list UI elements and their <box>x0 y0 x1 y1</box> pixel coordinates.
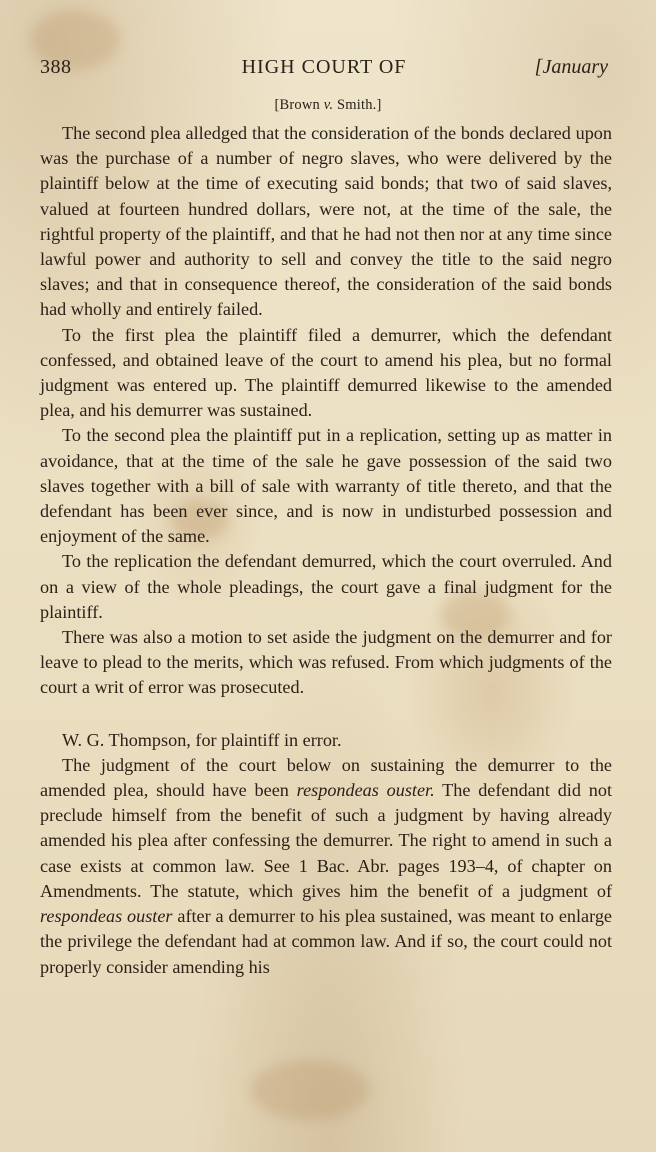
header-date: [January <box>534 56 608 78</box>
paper-stain <box>250 1060 370 1120</box>
body-text <box>40 121 612 980</box>
argument-text-1: The judgment of the court below on sustaining the demurrer to the amended plea, should have been <box>40 754 612 801</box>
argument-italic-2: respondeas ouster <box>40 906 173 927</box>
argument-italic-1: respondeas ouster. <box>296 780 435 801</box>
page-number: 388 <box>40 56 72 78</box>
running-head: HIGH COURT OF <box>241 56 407 78</box>
paragraph-second-plea: The second plea alledged that the consideration of the bonds declared upon was the purchase of a number of negro slaves, who were delivered by the plaintiff below at the time of executing said bonds; that two of said slaves, valued at fourteen hundred dollars, were not, at the time of the sale, the rightful property of the plaintiff, and that he had not then nor at any time since lawful power and authority to sell and convey the title to the said negro slaves; and that in consequence thereof, the consideration of the said bonds had wholly and entirely failed. <box>40 123 612 320</box>
paragraph-motion: There was also a motion to set aside the judgment on the demurrer and for leave to plead to the merits, which was refused. From which judgments of the court a writ of error was prosecuted. <box>40 627 612 698</box>
case-caption-open: [Brown <box>274 97 324 113</box>
paragraph-argument <box>40 753 612 980</box>
case-caption-close: Smith.] <box>333 97 382 113</box>
page-header <box>40 56 608 84</box>
case-caption-versus: v. <box>323 97 334 113</box>
paragraph-counsel: W. G. Thompson, for plaintiff in error. <box>62 729 342 750</box>
argument-text-3: after a demurrer to his plea sustained, was meant to enlarge the privilege the defendant had at common law. And if so, the court could not properly consider amending his <box>40 906 612 977</box>
paragraph-replication-demurred: To the replication the defendant demurred, which the court overruled. And on a view of the whole pleadings, the court gave a final judgment for the plaintiff. <box>40 551 612 622</box>
case-caption <box>0 97 656 114</box>
argument-text-2: The defendant did not preclude himself from the benefit of such a judgment by having already amended his plea after confessing the demurrer. The right to amend in such a case exists at common law. See 1 Bac. Abr. pages 193–4, of chapter on Amendments. The statute, which gives him the benefit of a judgment of <box>40 780 612 901</box>
paragraph-demurrer-first-plea: To the first plea the plaintiff filed a demurrer, which the defendant confessed, and obtained leave of the court to amend his plea, but no formal judgment was entered up. The plaintiff demurred likewise to the amended plea, and his demurrer was sustained. <box>40 324 612 421</box>
paragraph-replication: To the second plea the plaintiff put in a replication, setting up as matter in avoidance, that at the time of the sale he gave possession of the said two slaves together with a bill of sale with warranty of title thereto, and that the defendant has been ever since, and is now in undisturbed possession and enjoyment of the same. <box>40 425 612 547</box>
